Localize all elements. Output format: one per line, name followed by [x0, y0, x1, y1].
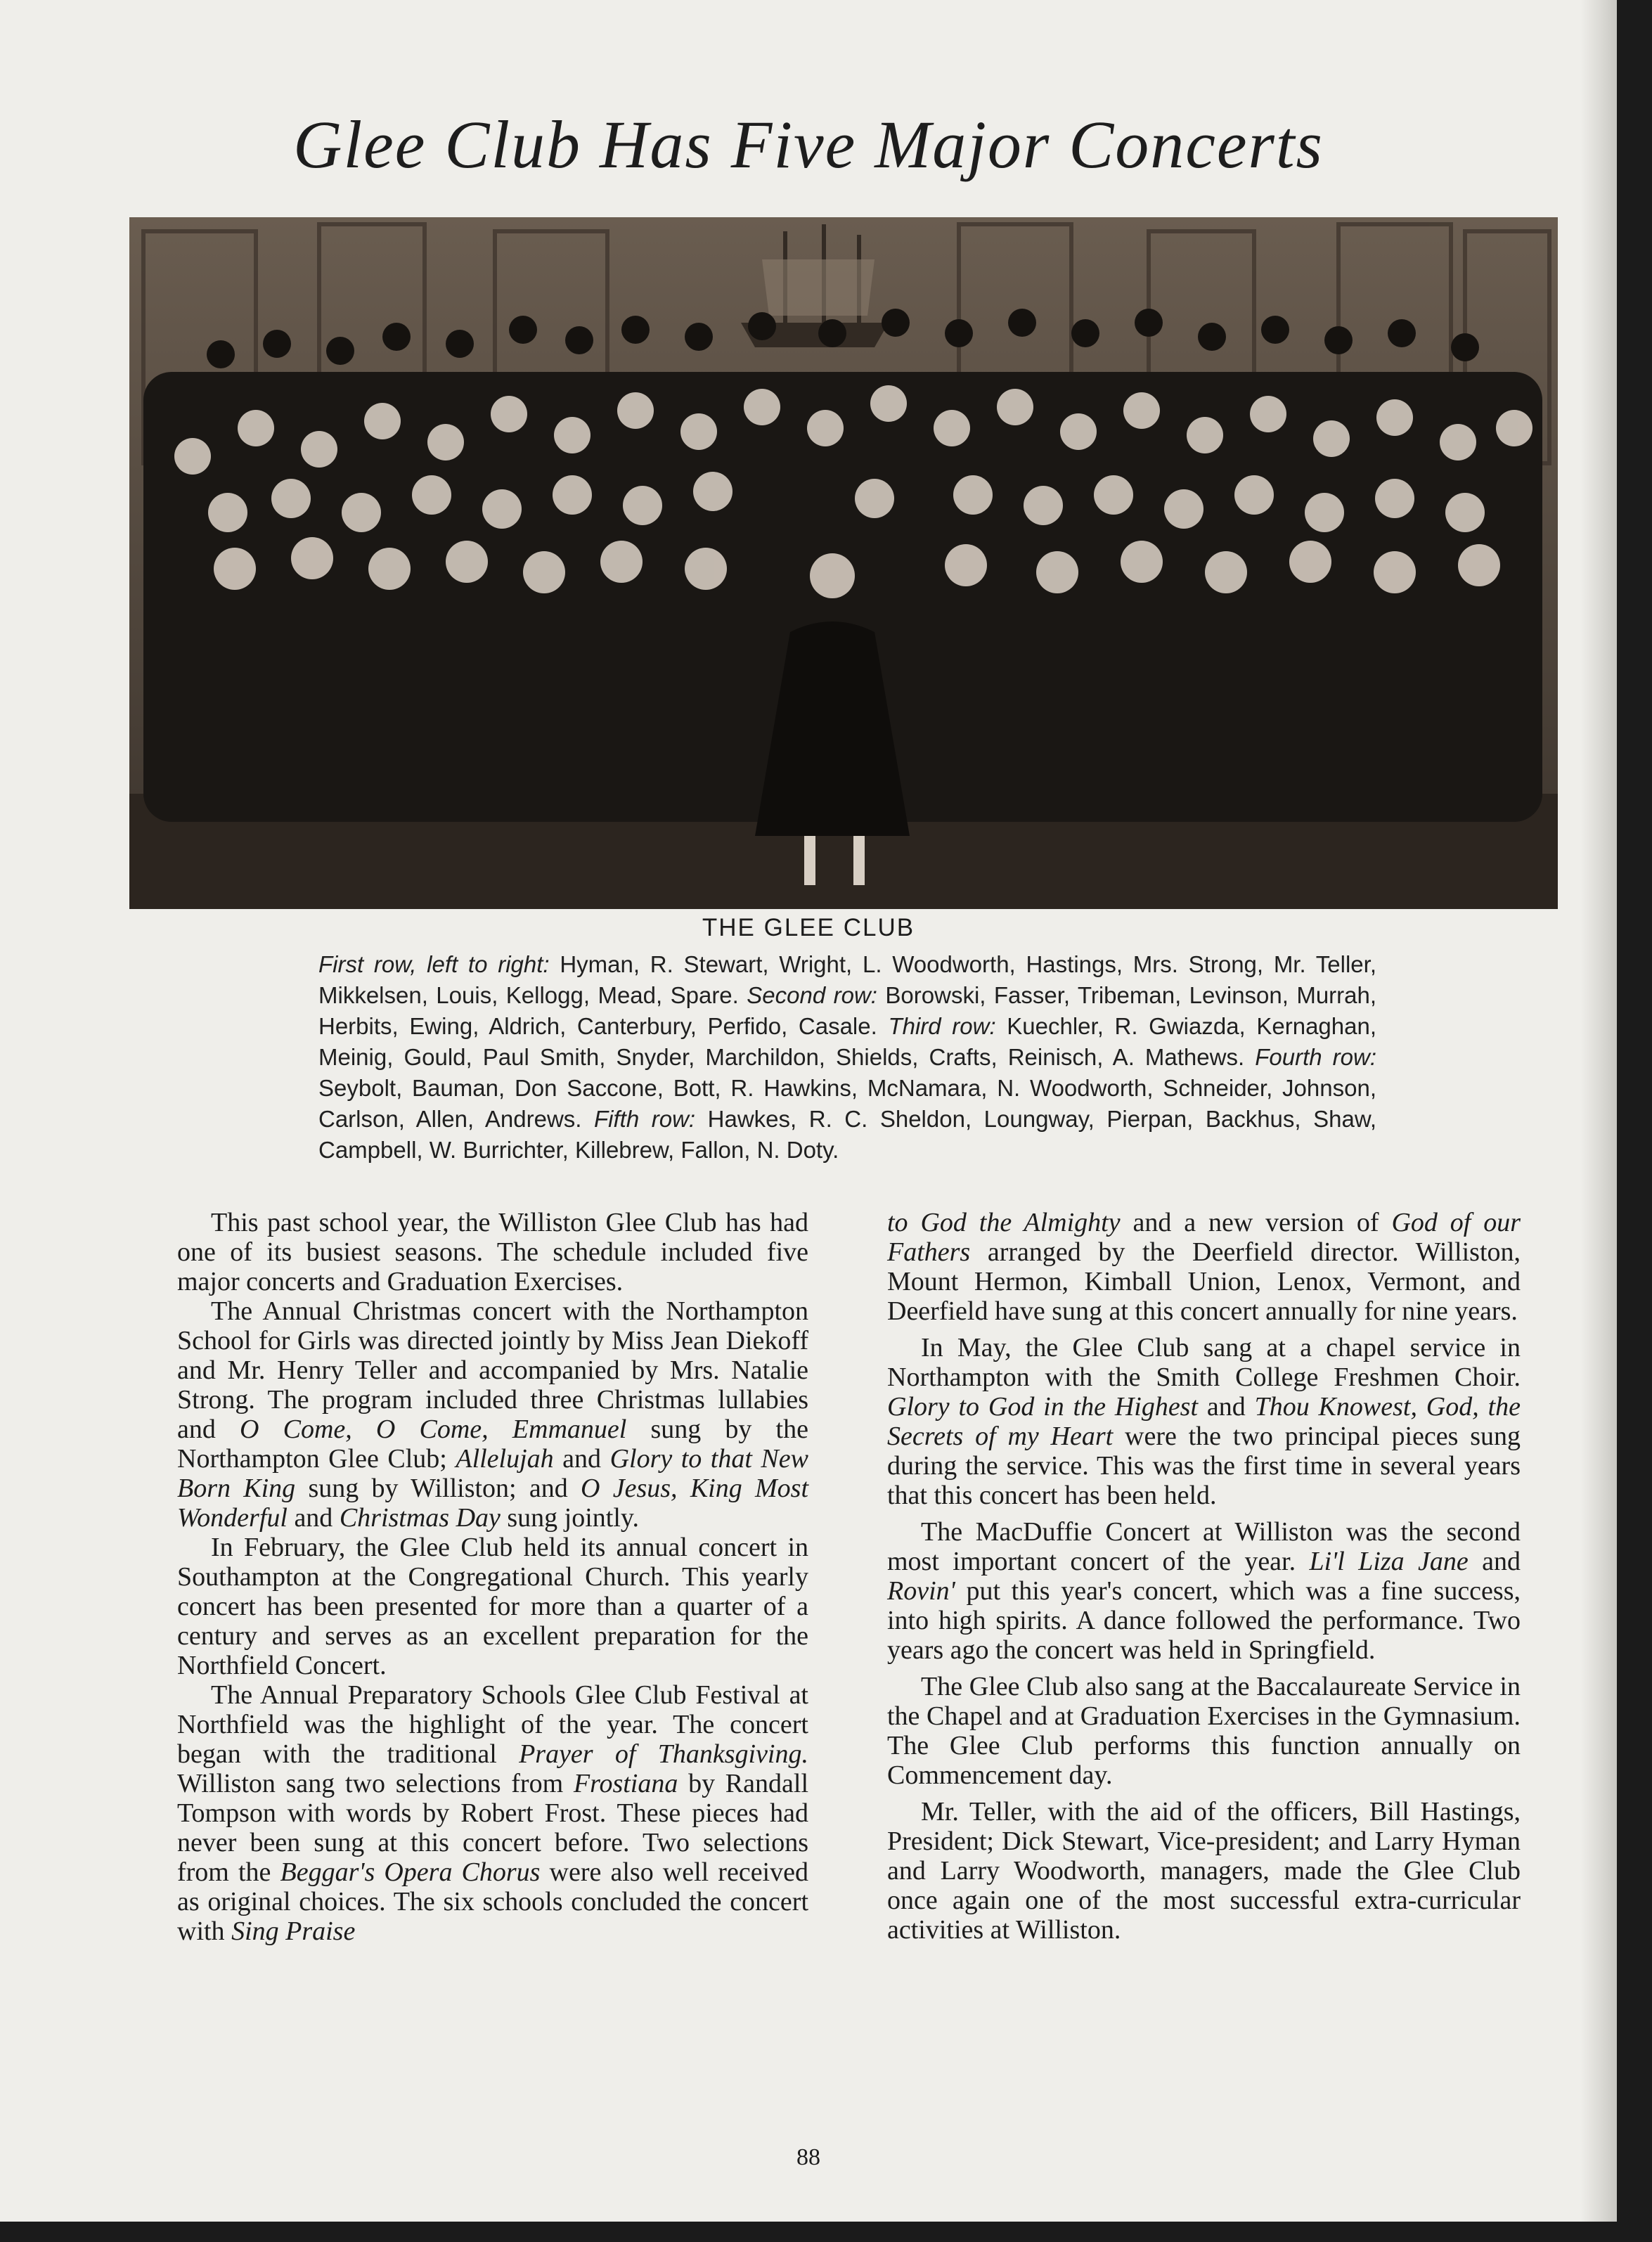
article-column-left [177, 1208, 808, 1946]
article-paragraph: The Glee Club also sang at the Baccalaureate Service in the Chapel and at Graduation Exercises in the Gymnasium. The Glee Club performs this function annually on Commencement day. [887, 1672, 1521, 1790]
caption-row-label: Fourth row: [1255, 1044, 1376, 1070]
article-paragraph: In February, the Glee Club held its annual concert in Southampton at the Congregational Church. This yearly concert has been presented for more than a quarter of a century and serves as an excellent preparation for the Northfield Concert. [177, 1533, 808, 1680]
article-paragraph: The Annual Christmas concert with the Northampton School for Girls was directed jointly by Miss Jean Diekoff and Mr. Henry Teller and accompanied by Mrs. Natalie Strong. The program included three Christmas lullabies and O Come, O Come, Emmanuel sung by the Northampton Glee Club; Allelujah and Glory to that New Born King sung by Williston; and O Jesus, King Most Wonderful and Christmas Day sung jointly. [177, 1296, 808, 1533]
article-paragraph: The MacDuffie Concert at Williston was the second most important concert of the year. Li'l Liza Jane and Rovin' put this year's concert, which was a fine success, into high spirits. A dance followed the performance. Two years ago the concert was held in Springfield. [887, 1517, 1521, 1665]
photo-caption [318, 949, 1376, 1166]
caption-row-names: Borowski, Fasser, Tribeman, Levinson, Murrah, Herbits, Ewing, Aldrich, Canterbury, Perfido, Casale. [318, 982, 1377, 1039]
caption-row-label: Third row: [888, 1013, 996, 1039]
article-paragraph: Mr. Teller, with the aid of the officers, Bill Hastings, President; Dick Stewart, Vice-president; and Larry Hyman and Larry Woodworth, managers, made the Glee Club once again one of the most successful extra-curricular activities at Williston. [887, 1797, 1521, 1945]
caption-row-label: Second row: [747, 982, 877, 1008]
group-photo-illustration [129, 217, 1558, 909]
caption-row-names: Hyman, R. Stewart, Wright, L. Woodworth, Hastings, Mrs. Strong, Mr. Teller, Mikkelsen, Louis, Kellogg, Mead, Spare. [318, 951, 1377, 1008]
article-paragraph-continued: to God the Almighty and a new version of God of our Fathers arranged by the Deerfield director. Williston, Mount Hermon, Kimball Union, Lenox, Vermont, and Deerfield have sung at this concert annually for nine years. [887, 1208, 1521, 1326]
glee-club-photo [129, 217, 1558, 909]
article-paragraph: The Annual Preparatory Schools Glee Club Festival at Northfield was the highlight of the year. The concert began with the traditional Prayer of Thanksgiving. Williston sang two selections from Frostiana by Randall Tompson with words by Robert Frost. These pieces had never been sung at this concert before. Two selections from the Beggar's Opera Chorus were also well received as original choices. The six schools concluded the concert with Sing Praise [177, 1680, 808, 1946]
caption-row-label: First row, left to right: [318, 951, 550, 977]
photo-caption-heading: THE GLEE CLUB [702, 914, 915, 941]
page-spine-shadow [1580, 0, 1617, 2222]
page-title: Glee Club Has Five Major Concerts [293, 107, 1324, 182]
page-number: 88 [796, 2144, 820, 2170]
caption-row-label: Fifth row: [594, 1106, 696, 1132]
caption-row-names: Seybolt, Bauman, Don Saccone, Bott, R. Hawkins, McNamara, N. Woodworth, Schneider, Johnson, Carlson, Allen, Andrews. [318, 1075, 1376, 1132]
caption-row-names: Kuechler, R. Gwiazda, Kernaghan, Meinig, Gould, Paul Smith, Snyder, Marchildon, Shields, Crafts, Reinisch, A. Mathews. [318, 1013, 1377, 1070]
article-column-right [887, 1208, 1521, 1945]
caption-row-names: Hawkes, R. C. Sheldon, Loungway, Pierpan, Backhus, Shaw, Campbell, W. Burrichter, Killebrew, Fallon, N. Doty. [318, 1106, 1377, 1163]
article-paragraph: In May, the Glee Club sang at a chapel service in Northampton with the Smith College Freshmen Choir. Glory to God in the Highest and Thou Knowest, God, the Secrets of my Heart were the two principal pieces sung during the service. This was the first time in several years that this concert has been held. [887, 1333, 1521, 1510]
article-paragraph: This past school year, the Williston Glee Club has had one of its busiest seasons. The schedule included five major concerts and Graduation Exercises. [177, 1208, 808, 1296]
